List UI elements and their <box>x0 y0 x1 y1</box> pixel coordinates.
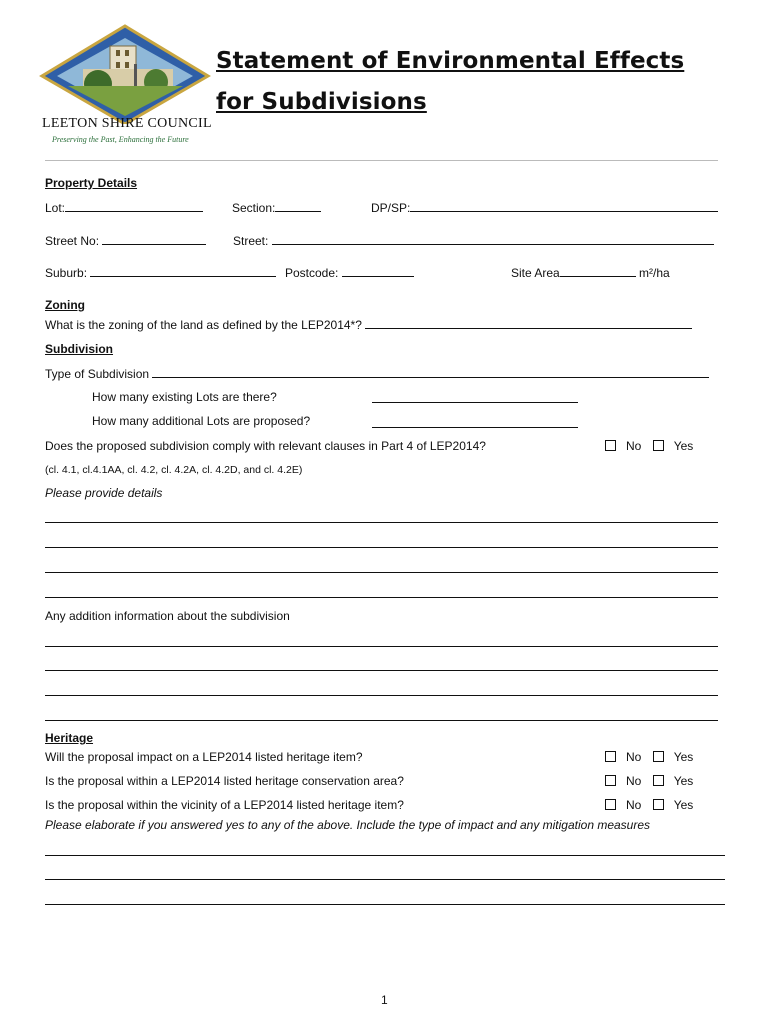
council-logo <box>38 24 213 148</box>
zoning-field[interactable] <box>365 317 692 329</box>
street-no-label: Street No: <box>45 234 100 248</box>
details-line-1[interactable] <box>45 522 718 523</box>
info-line-2[interactable] <box>45 670 718 671</box>
subdivision-type-label: Type of Subdivision <box>45 367 150 381</box>
details-line-4[interactable] <box>45 597 718 598</box>
comply-question: Does the proposed subdivision comply with relevant clauses in Part 4 of LEP2014? <box>45 439 486 453</box>
street-no-field[interactable] <box>102 233 206 245</box>
heritage-q1-no-label: No <box>626 750 642 764</box>
suburb-field[interactable] <box>90 265 276 277</box>
heritage-q2-yes-checkbox[interactable] <box>653 775 664 786</box>
heritage-heading: Heritage <box>45 731 94 745</box>
heritage-q3: Is the proposal within the vicinity of a LEP2014 listed heritage item? <box>45 798 404 812</box>
dpsp-field[interactable] <box>410 200 718 212</box>
council-name: LEETON SHIRE COUNCIL <box>42 116 212 131</box>
postcode-field[interactable] <box>342 265 414 277</box>
site-area-label: Site Area <box>511 266 560 280</box>
heritage-q3-no-checkbox[interactable] <box>605 799 616 810</box>
heritage-line-1[interactable] <box>45 855 725 856</box>
comply-yes-label: Yes <box>673 439 694 453</box>
subdivision-heading: Subdivision <box>45 342 114 356</box>
heritage-q1-yes-label: Yes <box>673 750 694 764</box>
heritage-q2: Is the proposal within a LEP2014 listed heritage conservation area? <box>45 774 404 788</box>
heritage-q3-yes-label: Yes <box>673 798 694 812</box>
heritage-q1-no-checkbox[interactable] <box>605 751 616 762</box>
section-label: Section: <box>232 201 276 215</box>
section-field[interactable] <box>275 200 321 212</box>
site-area-field[interactable] <box>560 265 636 277</box>
info-line-3[interactable] <box>45 695 718 696</box>
postcode-label: Postcode: <box>285 266 339 280</box>
council-tagline: Preserving the Past, Enhancing the Future <box>52 135 189 144</box>
details-prompt: Please provide details <box>45 486 163 500</box>
heritage-elaborate-prompt: Please elaborate if you answered yes to any of the above. Include the type of impact and any mitigation measures <box>45 818 651 832</box>
heritage-line-2[interactable] <box>45 879 725 880</box>
existing-lots-field[interactable] <box>372 402 578 403</box>
document-title-line2: for Subdivisions <box>216 89 427 115</box>
property-details-heading: Property Details <box>45 176 138 190</box>
additional-lots-label: How many additional Lots are proposed? <box>92 414 311 428</box>
additional-lots-field[interactable] <box>372 427 578 428</box>
additional-info-label: Any addition information about the subdivision <box>45 609 290 623</box>
details-line-3[interactable] <box>45 572 718 573</box>
suburb-label: Suburb: <box>45 266 88 280</box>
details-line-2[interactable] <box>45 547 718 548</box>
heritage-line-3[interactable] <box>45 904 725 905</box>
existing-lots-label: How many existing Lots are there? <box>92 390 277 404</box>
lot-field[interactable] <box>65 200 203 212</box>
clauses-note: (cl. 4.1, cl.4.1AA, cl. 4.2, cl. 4.2A, cl. 4.2D, and cl. 4.2E) <box>45 464 303 476</box>
heritage-q3-no-label: No <box>626 798 642 812</box>
comply-no-checkbox[interactable] <box>605 440 616 451</box>
street-field[interactable] <box>272 233 714 245</box>
dpsp-label: DP/SP: <box>371 201 411 215</box>
comply-yes-checkbox[interactable] <box>653 440 664 451</box>
info-line-4[interactable] <box>45 720 718 721</box>
heritage-q2-yes-label: Yes <box>673 774 694 788</box>
heritage-q1: Will the proposal impact on a LEP2014 listed heritage item? <box>45 750 363 764</box>
lot-label: Lot: <box>45 201 66 215</box>
header-divider <box>45 160 718 161</box>
page-number: 1 <box>381 993 388 1007</box>
heritage-q2-no-label: No <box>626 774 642 788</box>
heritage-q3-yes-checkbox[interactable] <box>653 799 664 810</box>
zoning-question: What is the zoning of the land as defined by the LEP2014*? <box>45 318 362 332</box>
heritage-q1-yes-checkbox[interactable] <box>653 751 664 762</box>
street-label: Street: <box>233 234 269 248</box>
info-line-1[interactable] <box>45 646 718 647</box>
document-title-line1: Statement of Environmental Effects <box>216 48 685 74</box>
subdivision-type-field[interactable] <box>152 366 709 378</box>
heritage-q2-no-checkbox[interactable] <box>605 775 616 786</box>
council-logo-emblem <box>38 24 213 124</box>
site-area-unit: m²/ha <box>639 266 670 280</box>
zoning-heading: Zoning <box>45 298 85 312</box>
comply-no-label: No <box>626 439 642 453</box>
